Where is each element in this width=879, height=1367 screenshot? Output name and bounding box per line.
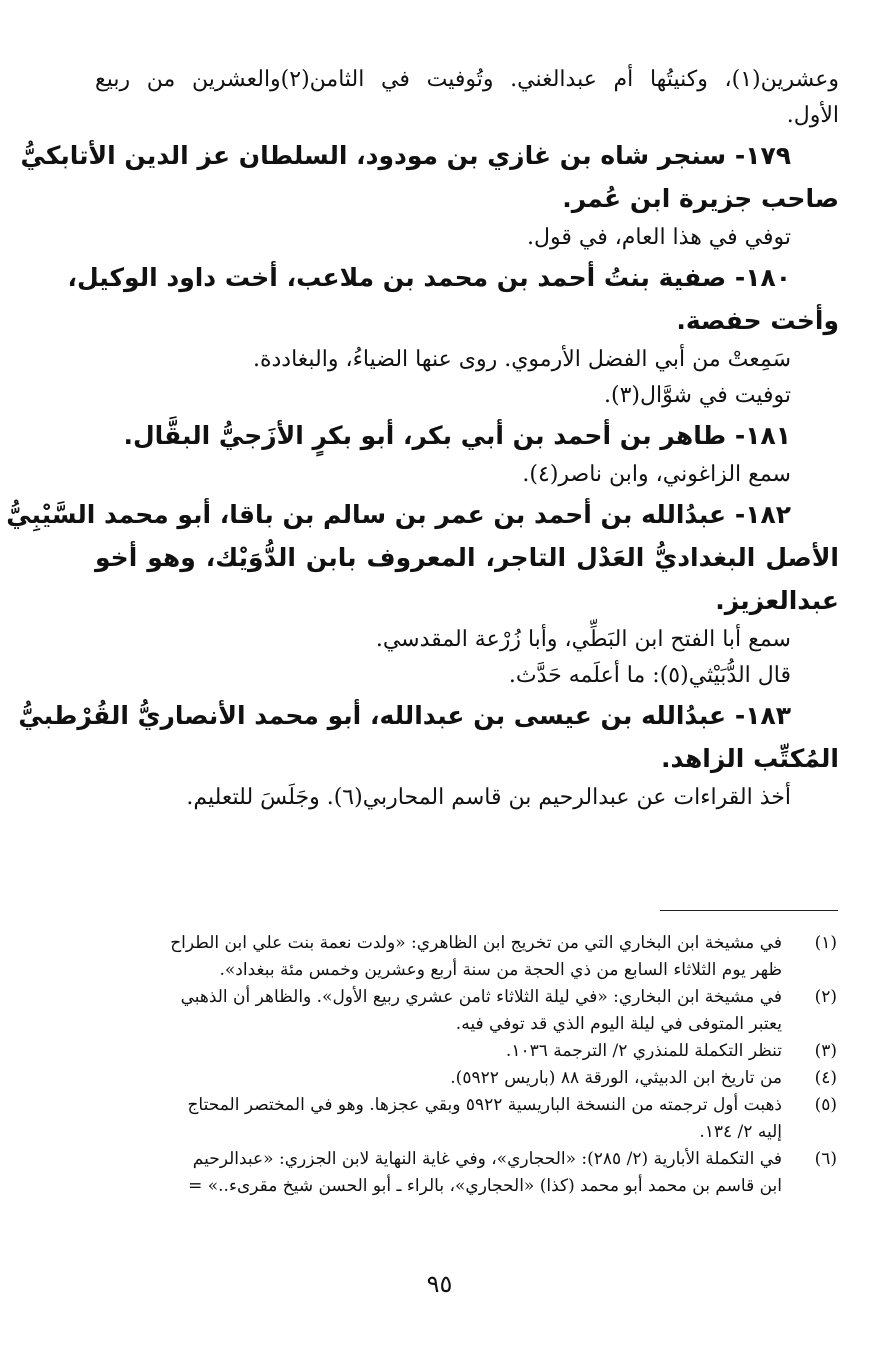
text-line: قال الدُّبَيْثي(٥): ما أعلَمه حَدَّث. — [508, 663, 791, 688]
entry-heading-183-cont: المُكتِّب الزاهد. — [661, 744, 839, 773]
footnote-text: ظهر يوم الثلاثاء السابع من ذي الحجة من سنة أربع وعشرين وخمس مئة ببغداد». — [219, 960, 782, 980]
footnote-4 — [40, 1065, 839, 1092]
footnote-number: (٣) — [814, 1041, 837, 1061]
footnote-1 — [40, 930, 839, 984]
footnote-text: في التكملة الأبارية (٢/ ٢٨٥): «الحجاري»، وفي غاية النهاية لابن الجزري: «عبدالرحيم — [192, 1149, 782, 1169]
entry-heading-182: ١٨٢- عبدُالله بن أحمد بن عمر بن سالم بن باقا، أبو محمد السَّيْبِيُّ — [6, 500, 791, 529]
text-line: الأول. — [786, 103, 839, 128]
text-line: أخذ القراءات عن عبدالرحيم بن قاسم المحاربي(٦). وجَلَسَ للتعليم. — [186, 785, 791, 810]
footnotes — [40, 930, 839, 1200]
main-text — [6, 62, 839, 816]
entry-heading-182-cont: الأصل البغداديُّ العَدْل التاجر، المعروف بابن الدُّوَيْك، وهو أخو — [95, 543, 839, 572]
entry-heading-180: ١٨٠- صفية بنتُ أحمد بن محمد بن ملاعب، أخت داود الوكيل، — [67, 263, 791, 292]
footnote-number: (١) — [814, 933, 837, 953]
text-line: توفيت في شوَّال(٣). — [604, 383, 791, 408]
entry-heading-180-cont: وأخت حفصة. — [676, 306, 839, 335]
entry-heading-182-cont: عبدالعزيز. — [715, 586, 839, 615]
text-line: توفي في هذا العام، في قول. — [527, 225, 791, 250]
footnote-text: في مشيخة ابن البخاري: «في ليلة الثلاثاء ثامن عشري ربيع الأول». والظاهر أن الذهبي — [180, 987, 782, 1007]
footnote-text: في مشيخة ابن البخاري التي من تخريج ابن الظاهري: «ولدت نعمة بنت علي ابن الطراح — [170, 933, 782, 953]
footnote-number: (٥) — [814, 1095, 837, 1115]
entry-heading-179: ١٧٩- سنجر شاه بن غازي بن مودود، السلطان عز الدين الأتابكيُّ — [20, 141, 791, 170]
text-line: سمع الزاغوني، وابن ناصر(٤). — [522, 462, 791, 487]
footnote-text: تنظر التكملة للمنذري ٢/ الترجمة ١٠٣٦. — [505, 1041, 782, 1061]
page-number: ٩٥ — [426, 1270, 453, 1298]
footnote-text: ذهبت أول ترجمته من النسخة الباريسية ٥٩٢٢ وبقي عجزها. وهو في المختصر المحتاج — [187, 1095, 782, 1115]
footnote-text: ابن قاسم بن محمد أبو محمد (كذا) «الحجاري»، بالراء ـ أبو الحسن شيخ مقرىء..» = — [188, 1176, 782, 1196]
text-line: وعشرين(١)، وكنيتُها أم عبدالغني. وتُوفيت في الثامن(٢)والعشرين من ربيع — [95, 67, 839, 92]
footnote-5 — [40, 1092, 839, 1146]
entry-heading-181: ١٨١- طاهر بن أحمد بن أبي بكر، أبو بكرٍ الأزَجيُّ البقَّال. — [123, 421, 791, 450]
footnote-text: يعتبر المتوفى في ليلة اليوم الذي قد توفي فيه. — [455, 1014, 782, 1034]
text-line: سمع أبا الفتح ابن البَطِّي، وأبا زُرْعة المقدسي. — [375, 627, 791, 652]
footnote-text: إليه ٢/ ١٣٤. — [699, 1122, 782, 1142]
footnote-2 — [40, 984, 839, 1038]
footnote-6 — [40, 1146, 839, 1200]
text-line: سَمِعتْ من أبي الفضل الأرموي. روى عنها الضياءُ، والبغاددة. — [252, 347, 791, 372]
footnote-number: (٦) — [814, 1149, 837, 1169]
footnote-number: (٢) — [814, 987, 837, 1007]
entry-heading-183: ١٨٣- عبدُالله بن عيسى بن عبدالله، أبو محمد الأنصاريُّ القُرْطبيُّ — [18, 701, 791, 730]
footnote-text: من تاريخ ابن الدبيثي، الورقة ٨٨ (باريس ٥٩٢٢). — [450, 1068, 782, 1088]
footnote-3 — [40, 1038, 839, 1065]
entry-heading-179-cont: صاحب جزيرة ابن عُمر. — [562, 184, 839, 213]
footnote-number: (٤) — [814, 1068, 837, 1088]
footnote-divider — [660, 910, 838, 911]
